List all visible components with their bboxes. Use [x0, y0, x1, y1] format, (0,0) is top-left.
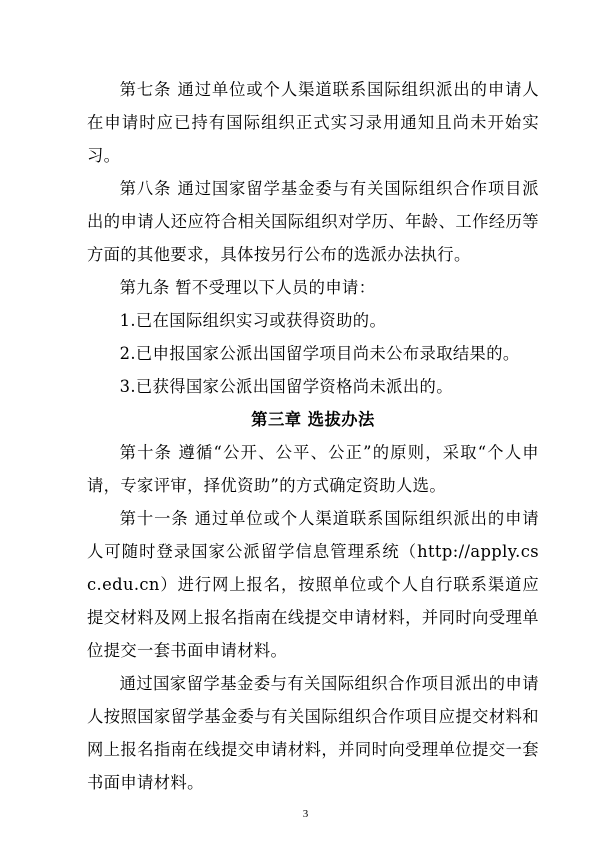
chapter-heading: 第三章 选拔办法	[251, 410, 375, 429]
article-8: 第八条 通过国家留学基金委与有关国际组织合作项目派出的申请人还应符合相关国际组织对学历、年龄、工作经历等方面的其他要求，具体按另行公布的选派办法执行。	[87, 179, 539, 264]
article-10: 第十条 遵循“公开、公平、公正”的原则，采取“个人申请，专家评审，择优资助”的方式确定资助人选。	[87, 443, 539, 495]
list-item-1: 1.已在国际组织实习或获得资助的。	[119, 311, 387, 330]
article-11-paragraph-2: 通过国家留学基金委与有关国际组织合作项目派出的申请人按照国家留学基金委与有关国际组织合作项目应提交材料和网上报名指南在线提交申请材料，并同时向受理单位提交一套书面申请材料。	[87, 674, 539, 792]
article-9: 第九条 暂不受理以下人员的申请：	[119, 278, 376, 297]
list-item-3: 3.已获得国家公派出国留学资格尚未派出的。	[119, 377, 453, 396]
page-number: 3	[302, 808, 309, 820]
article-7: 第七条 通过单位或个人渠道联系国际组织派出的申请人在申请时应已持有国际组织正式实习录用通知且尚未开始实习。	[87, 80, 539, 165]
list-item-2: 2.已申报国家公派出国留学项目尚未公布录取结果的。	[119, 344, 520, 363]
article-11: 第十一条 通过单位或个人渠道联系国际组织派出的申请人可随时登录国家公派留学信息管理系统（http://apply.csc.edu.cn）进行网上报名，按照单位或个人自行联系渠道应提交材料及网上报名指南在线提交申请材料，并同时向受理单位提交一套书面申请材料。	[87, 509, 539, 660]
document-body	[87, 73, 539, 799]
